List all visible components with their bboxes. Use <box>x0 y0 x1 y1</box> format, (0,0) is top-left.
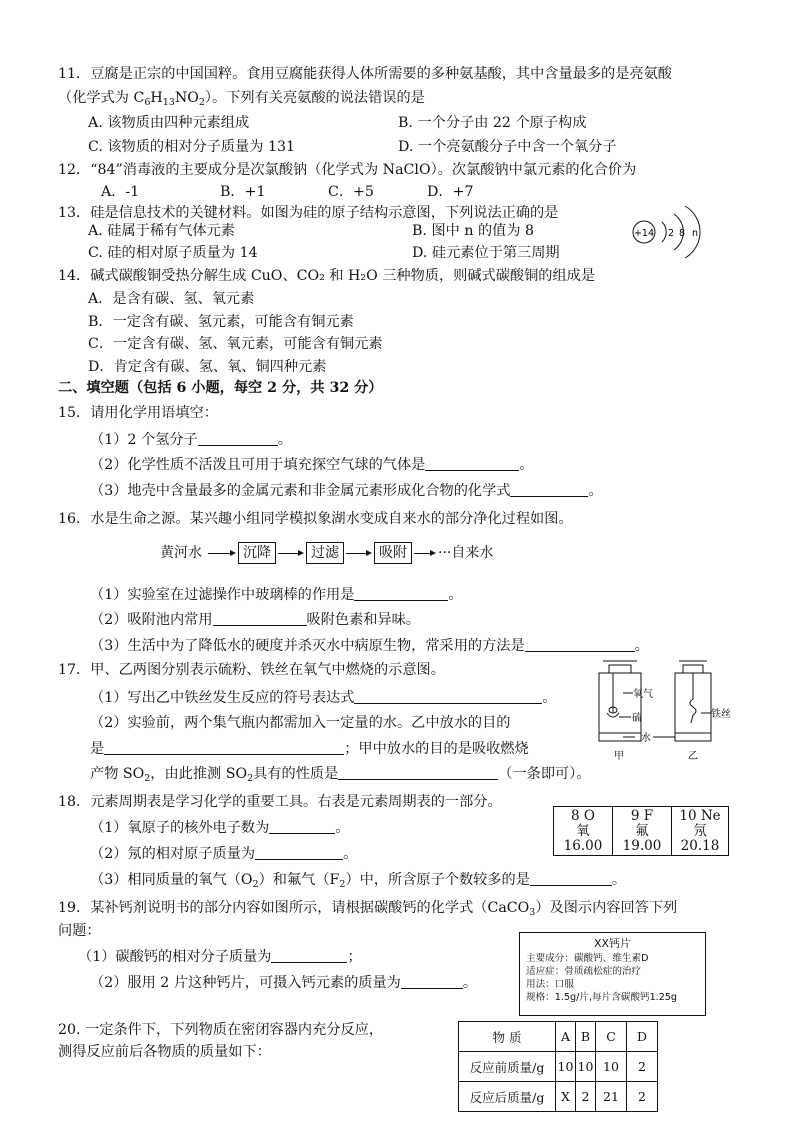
flow-step-adsorption: 吸附 <box>374 542 412 564</box>
table-cell: 2 <box>627 1082 658 1112</box>
card-indication: 适应症：骨质疏松症的治疗 <box>526 966 642 977</box>
q15-part1: （1）2 个氢分子 。 <box>90 432 292 448</box>
iron-wire-coil <box>690 673 696 723</box>
table-cell: 2 <box>576 1082 596 1112</box>
flow-step-settling: 沉降 <box>238 542 276 564</box>
label-yi: 乙 <box>688 751 698 762</box>
element-fluorine: 9 F 氟 19.00 <box>613 807 672 856</box>
table-header-cell: D <box>627 1022 658 1052</box>
mass-table <box>458 1021 658 1112</box>
table-cell: 10 <box>576 1052 596 1082</box>
q19-stem-line2: 问题： <box>58 923 101 939</box>
q16-part2: （2）吸附池内常用 吸附色素和异味。 <box>90 612 421 628</box>
q11-stem-line2: （化学式为 $C_6H_{13}NO_2$）。下列有关亮氨酸的说法错误的是 <box>58 90 425 108</box>
table-cell: 反应后质量/g <box>459 1082 556 1112</box>
q18-blank2[interactable] <box>255 845 343 860</box>
table-row <box>459 1082 658 1112</box>
element-neon: 10 Ne 氖 20.18 <box>672 807 729 856</box>
q12-stem: 12．“84”消毒液的主要成分是次氯酸钠（化学式为 NaClO）。次氯酸钠中氯元素的化合价为 <box>58 162 637 178</box>
q11-stem-line1: 11．豆腐是正宗的中国国粹。食用豆腐能获得人体所需要的多种氨基酸，其中含量最多的是亮氨酸 <box>58 66 672 82</box>
table-cell: X <box>556 1082 576 1112</box>
q12-option-d[interactable]: D．+7 <box>427 184 474 200</box>
q15-blank1[interactable] <box>198 431 278 446</box>
q16-blank3[interactable] <box>525 637 635 652</box>
table-row <box>459 1052 658 1082</box>
q16-blank1[interactable] <box>354 586 448 601</box>
q16-stem: 16．水是生命之源。某兴趣小组同学模拟象湖水变成自来水的部分净化过程如图。 <box>58 511 573 527</box>
q19-part1: （1）碳酸钙的相对分子质量为 ； <box>78 949 362 965</box>
label-jia: 甲 <box>614 751 624 762</box>
q18-stem: 18．元素周期表是学习化学的重要工具。右表是元素周期表的一部分。 <box>58 794 502 810</box>
q15-blank3[interactable] <box>510 482 588 497</box>
q14-stem: 14．碱式碳酸铜受热分解生成 CuO、CO₂ 和 H₂O 三种物质，则碱式碳酸铜的组成是 <box>58 268 596 284</box>
card-ingredients: 主要成分：碳酸钙、维生素D <box>526 953 649 964</box>
table-header-row <box>459 1022 658 1052</box>
q20-stem-line1: 20. 一定条件下，下列物质在密闭容器内充分反应， <box>58 1022 384 1038</box>
q17-part2-line2: 是 ；甲中放水的目的是吸收燃烧 <box>90 741 529 757</box>
shell-arc-1 <box>662 222 666 242</box>
shell2-electrons: 8 <box>679 228 686 239</box>
q14-option-a[interactable]: A．是含有碳、氢、氧元素 <box>88 291 255 307</box>
flow-arrow-2 <box>278 553 302 554</box>
silicon-atom-diagram <box>628 192 708 272</box>
flow-end: ···自来水 <box>438 545 494 561</box>
table-cell: 10 <box>596 1052 627 1082</box>
card-spec: 规格：1.5g/片,每片含碳酸钙1.25g <box>526 992 678 1003</box>
label-water: 水 <box>641 733 651 744</box>
card-usage: 用法：口服 <box>526 979 574 990</box>
table-header-cell: B <box>576 1022 596 1052</box>
section2-heading: 二、填空题（包括 6 小题，每空 2 分，共 32 分） <box>58 380 383 396</box>
q15-stem: 15．请用化学用语填空： <box>58 405 218 421</box>
jar-jia-neck <box>609 665 631 673</box>
q16-part3: （3）生活中为了降低水的硬度并杀灭水中病原生物，常采用的方法是 。 <box>90 638 649 654</box>
q17-blank1[interactable] <box>354 689 542 704</box>
table-header-cell: A <box>556 1022 576 1052</box>
calcium-tablet-label-card <box>519 932 706 1016</box>
q19-blank1[interactable] <box>271 948 347 963</box>
q18-part3: （3）相同质量的氧气$(O_2)$和氟气$(F_2)$中，所含原子个数较多的是 。 <box>90 872 627 890</box>
nucleus-label: +14 <box>633 228 655 239</box>
flow-start: 黄河水 <box>160 545 202 561</box>
q14-option-c[interactable]: C．一定含有碳、氢、氧元素，可能含有铜元素 <box>88 336 383 352</box>
jar-jia <box>599 673 641 741</box>
q13-option-c[interactable]: C. 硅的相对原子质量为 14 <box>88 245 258 261</box>
table-cell: 21 <box>596 1082 627 1112</box>
q17-stem: 17．甲、乙两图分别表示硫粉、铁丝在氧气中燃烧的示意图。 <box>58 662 445 678</box>
q16-part1: （1）实验室在过滤操作中玻璃棒的作用是 。 <box>90 587 463 603</box>
q12-option-b[interactable]: B．+1 <box>220 184 266 200</box>
q19-stem-line1: 19．某补钙剂说明书的部分内容如图所示，请根据碳酸钙的化学式（CaCO$_3$）及图示内容回答下列 <box>58 900 678 918</box>
q13-option-a[interactable]: A. 硅属于稀有气体元素 <box>88 223 235 239</box>
q19-blank2[interactable] <box>401 974 463 989</box>
flow-step-filtering: 过滤 <box>306 542 344 564</box>
q17-part1: （1）写出乙中铁丝发生反应的符号表达式 。 <box>90 690 557 706</box>
table-header-cell: C <box>596 1022 627 1052</box>
element-oxygen: 8 O 氧 16.00 <box>554 807 613 856</box>
q19-part2: （2）服用 2 片这种钙片，可摄入钙元素的质量为 。 <box>90 975 478 991</box>
flow-arrow-4 <box>414 553 434 554</box>
q11-option-b[interactable]: B. 一个分子由 22 个原子构成 <box>398 115 587 131</box>
q18-blank3[interactable] <box>530 871 612 886</box>
q17-part2-line3: 产物 $SO_2$，由此推测 $SO_2$具有的性质是 （一条即可）。 <box>90 766 591 784</box>
label-wire: 铁丝 <box>711 709 731 720</box>
q16-blank2[interactable] <box>213 611 307 626</box>
q18-blank1[interactable] <box>269 819 335 834</box>
q12-option-c[interactable]: C．+5 <box>328 184 374 200</box>
q20-stem-line2: 测得反应前后各物质的质量如下： <box>58 1044 271 1060</box>
combustion-experiment-figure <box>583 655 738 767</box>
label-oxygen: 氧气 <box>633 689 653 700</box>
jar-yi-neck <box>683 665 703 673</box>
flow-arrow-3 <box>346 553 370 554</box>
q11-option-c[interactable]: C. 该物质的相对分子质量为 131 <box>88 139 296 155</box>
shell3-electrons: n <box>692 228 699 239</box>
table-cell: 反应前质量/g <box>459 1052 556 1082</box>
q17-blank2[interactable] <box>104 740 344 755</box>
q14-option-d[interactable]: D．肯定含有碳、氢、氧、铜四种元素 <box>88 359 327 375</box>
q17-part2-line1: （2）实验前，两个集气瓶内都需加入一定量的水。乙中放水的目的 <box>90 715 511 731</box>
table-cell: 10 <box>556 1052 576 1082</box>
q11-option-a[interactable]: A. 该物质由四种元素组成 <box>88 115 250 131</box>
periodic-table-fragment <box>553 806 729 856</box>
q13-option-b[interactable]: B. 图中 n 的值为 8 <box>412 223 535 239</box>
q15-part3: （3）地壳中含量最多的金属元素和非金属元素形成化合物的化学式 。 <box>90 483 603 499</box>
q18-part2: （2）氖的相对原子质量为 。 <box>90 846 358 862</box>
q18-part1: （1）氧原子的核外电子数为 。 <box>90 820 350 836</box>
table-cell: 2 <box>627 1052 658 1082</box>
q15-part2: （2）化学性质不活泼且可用于填充探空气球的气体是 。 <box>90 457 534 473</box>
q11-option-d[interactable]: D. 一个亮氨酸分子中含一个氧分子 <box>398 139 617 155</box>
q14-option-b[interactable]: B．一定含有碳、氢元素，可能含有铜元素 <box>88 314 354 330</box>
card-title: XX钙片 <box>593 937 632 950</box>
flow-arrow-1 <box>208 553 234 554</box>
q15-blank2[interactable] <box>425 456 519 471</box>
q13-option-d[interactable]: D. 硅元素位于第三周期 <box>412 245 560 261</box>
q12-option-a[interactable]: A．-1 <box>101 184 140 200</box>
spoon-cup <box>607 713 619 717</box>
shell1-electrons: 2 <box>668 228 675 239</box>
q17-blank3[interactable] <box>338 765 498 780</box>
q13-stem: 13．硅是信息技术的关键材料。如图为硅的原子结构示意图，下列说法正确的是 <box>58 205 559 221</box>
label-sulfur: 硫 <box>632 713 642 724</box>
table-header-cell: 物 质 <box>459 1022 556 1052</box>
